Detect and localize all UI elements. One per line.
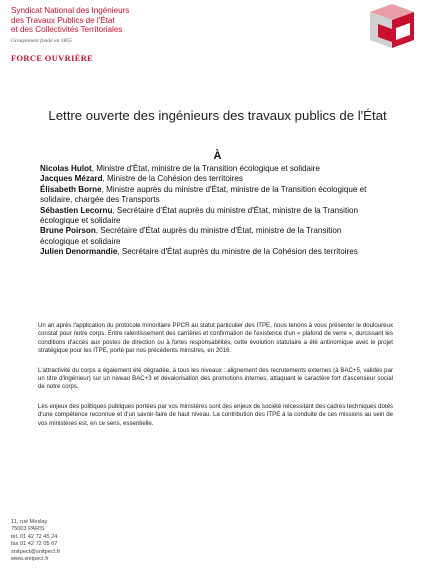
recipient-name: Jacques Mézard — [40, 174, 103, 184]
organization-name — [11, 6, 341, 35]
recipient-item — [40, 174, 380, 184]
recipient-role: , Ministre auprès du ministre d'État, ministre de la Transition écologique et solidaire, chargée des Transports — [40, 184, 367, 205]
founded-note: Groupement fondé en 1855 — [11, 37, 72, 44]
org-line: des Travaux Publics de l'État — [11, 15, 115, 25]
recipients-list — [40, 164, 380, 258]
footer-line: tél. 01 42 72 45 24 — [11, 533, 58, 540]
recipient-name: Élisabeth Borne — [40, 184, 102, 194]
recipient-item — [40, 206, 380, 227]
letter-body — [38, 322, 393, 439]
body-paragraph: Un an après l'application du protocole minoritaire PPCR au statut particulier des ITPE, nous tenons à vous présenter le douloureux constat pour notre corps. Entre ralentissement des carrières et confirmation de l'existence d'un « plafond de verre », durcissant les conditions d'accès aux postes de direction ou à fortes responsabilités, cette évolution statutaire a été antinomique avec le projet stratégique pour les ITPE, porté par nos précédents ministres, en 2016. — [38, 322, 393, 355]
document-title: Lettre ouverte des ingénieurs des travaux publics de l'État — [48, 108, 387, 123]
recipient-item — [40, 226, 380, 247]
letterhead — [11, 6, 341, 63]
recipients-heading: À — [213, 150, 222, 162]
recipient-role: , Ministre de la Cohésion des territoires — [102, 174, 243, 184]
recipient-name: Nicolas Hulot — [40, 164, 92, 173]
footer-line: 11, rue Meslay — [11, 519, 48, 525]
recipient-name: Julien Denormandie — [40, 247, 118, 257]
recipient-role: , Ministre d'État, ministre de la Transition écologique et solidaire — [91, 164, 320, 173]
organization-logo — [366, 4, 418, 56]
affiliation-label: FORCE OUVRIÈRE — [11, 53, 94, 63]
body-paragraph: L'attractivité du corps a également été dégradée, à tous les niveaux : alignement des recrutements externes (à BAC+5, validés par un titre d'ingénieur) sur un niveau BAC+3 et dévalorisation des promotions internes, attaquant le caractère fort d'ascenseur social de notre corps. — [38, 366, 393, 391]
footer-website[interactable]: www.snitpect.fr — [11, 556, 49, 563]
footer-email[interactable]: snitpect@snitpect.fr — [11, 548, 61, 555]
recipient-role: , Secrétaire d'État auprès du ministre d'État, ministre de la Transition écologique et solidaire — [40, 205, 358, 226]
org-line: et des Collectivités Territoriales — [11, 25, 123, 35]
recipient-name: Sébastien Lecornu — [40, 205, 113, 215]
recipient-role: , Secrétaire d'État auprès du ministre d'État, ministre de la Transition écologique et solidaire — [40, 226, 342, 246]
footer-line: 75003 PARIS — [11, 526, 45, 533]
org-line: Syndicat National des Ingénieurs — [11, 6, 130, 15]
recipient-item — [40, 185, 380, 206]
body-paragraph: Les enjeux des politiques publiques portées par vos ministères sont des enjeux de société nécessitant des cadres techniques dotés d'une compétence reconnue et d'un savoir-faire de haut niveau. La contribution des ITPE à la conduite de ces missions au sein de vos ministères est, en ce sens, essentielle. — [38, 402, 394, 427]
recipient-role: , Secrétaire d'État auprès du ministre de la Cohésion des territoires — [117, 247, 358, 257]
footer-address — [11, 519, 60, 563]
recipient-name: Brune Poirson — [40, 226, 96, 236]
recipient-item — [40, 164, 380, 174]
footer-line: fax 01 42 72 05 67 — [11, 541, 58, 548]
recipient-item — [40, 247, 380, 257]
